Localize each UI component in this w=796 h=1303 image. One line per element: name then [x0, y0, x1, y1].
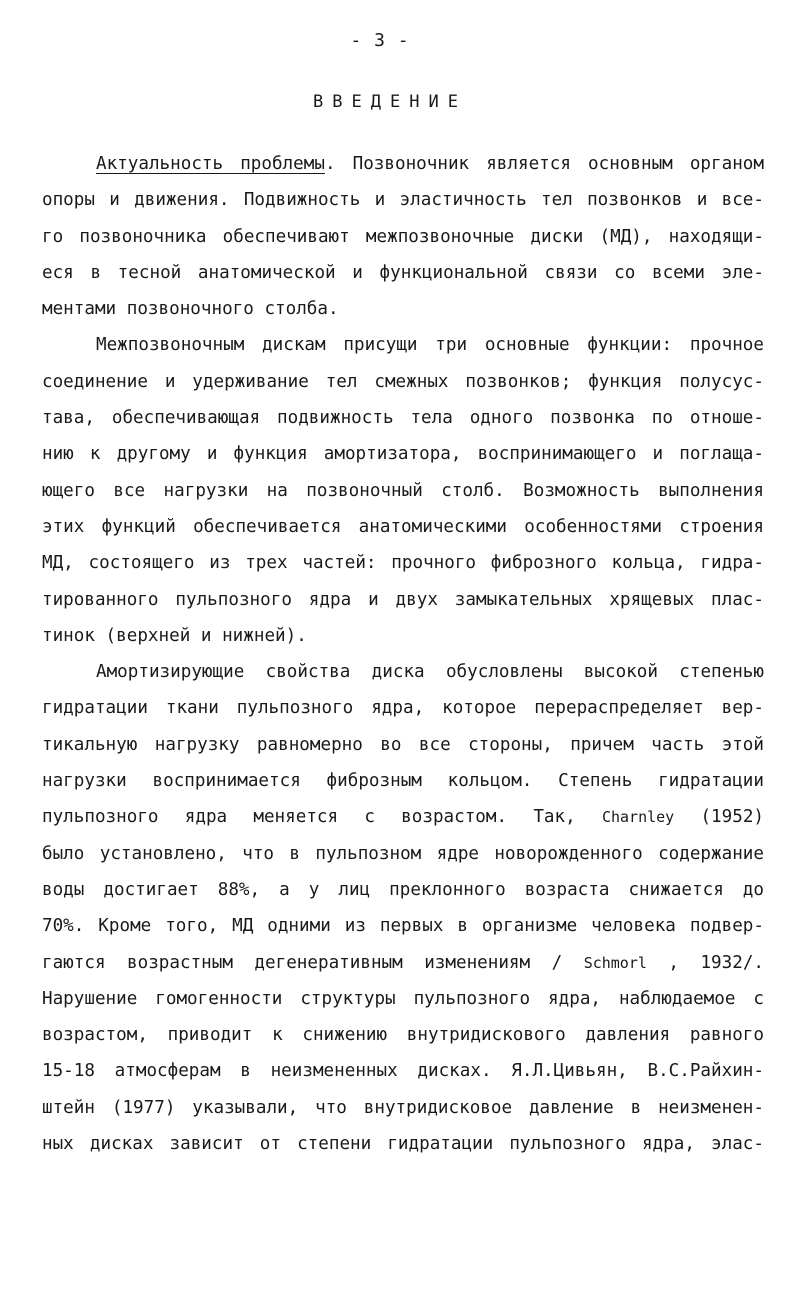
- text-line: возрастом, приводит к снижению внутридискового давления равного: [42, 1025, 764, 1046]
- text-line: го позвоночника обеспечивают межпозвоночные диски (МД), находящи-: [42, 226, 764, 247]
- underlined-lead: Актуальность проблемы: [96, 154, 325, 174]
- text-line: тированного пульпозного ядра и двух замыкательных хрящевых плас-: [42, 589, 764, 610]
- text-line: 70%. Кроме того, МД одними из первых в организме человека подвер-: [42, 916, 764, 937]
- text-line: этих функций обеспечивается анатомическими особенностями строения: [42, 516, 764, 537]
- text-fragment: гаются возрастным дегенеративным изменениям /: [42, 952, 563, 973]
- text-line: Нарушение гомогенности структуры пульпозного ядра, наблюдаемое с: [42, 988, 764, 1009]
- text-line: [42, 799, 764, 835]
- text-line: Амортизирующие свойства диска обусловлены высокой степенью: [96, 662, 764, 683]
- cited-author: Schmorl: [583, 953, 647, 972]
- text-line: воды достигает 88%, а у лиц преклонного возраста снижается до: [42, 879, 764, 900]
- cited-author: Charnley: [601, 808, 675, 827]
- text-line: тинок (верхней и нижней).: [42, 625, 307, 646]
- text-line: опоры и движения. Подвижность и эластичность тел позвонков и все-: [42, 190, 764, 211]
- text-line: [42, 146, 764, 182]
- cited-year: (1952): [700, 807, 764, 828]
- text-line: соединение и удерживание тел смежных позвонков; функция полусус-: [42, 371, 764, 392]
- text-line: 15-18 атмосферам в неизмененных дисках. Я.Л.Цивьян, В.С.Райхин-: [42, 1061, 764, 1082]
- text-line: еся в тесной анатомической и функциональной связи со всеми эле-: [42, 262, 764, 283]
- text-line: было установлено, что в пульпозном ядре новорожденного содержание: [42, 843, 764, 864]
- section-heading: ВВЕДЕНИЕ: [313, 92, 467, 112]
- page-number: - 3 -: [350, 30, 410, 51]
- text-line: нию к другому и функция амортизатора, воспринимающего и поглаща-: [42, 444, 764, 465]
- text-fragment: . Позвоночник является основным органом: [324, 154, 764, 174]
- text-line: МД, состоящего из трех частей: прочного фиброзного кольца, гидра-: [42, 553, 764, 574]
- text-line: тикальную нагрузку равномерно во все стороны, причем часть этой: [42, 734, 764, 755]
- text-line: ющего все нагрузки на позвоночный столб. Возможность выполнения: [42, 480, 764, 501]
- text-line: нагрузки воспринимается фиброзным кольцом. Степень гидратации: [42, 771, 764, 792]
- text-line: штейн (1977) указывали, что внутридисковое давление в неизменен-: [42, 1097, 764, 1118]
- body-text: [42, 146, 764, 1162]
- text-line: гидратации ткани пульпозного ядра, которое перераспределяет вер-: [42, 698, 764, 719]
- text-fragment: пульпозного ядра меняется с возрастом. Так,: [42, 807, 576, 828]
- text-line: ментами позвоночного столба.: [42, 299, 339, 320]
- text-fragment: , 1932/.: [668, 952, 764, 973]
- text-line: [42, 945, 764, 981]
- text-line: Межпозвоночным дискам присущи три основные функции: прочное: [96, 335, 764, 356]
- text-line: ных дисках зависит от степени гидратации пульпозного ядра, элас-: [42, 1134, 764, 1155]
- text-line: тава, обеспечивающая подвижность тела одного позвонка по отноше-: [42, 408, 764, 429]
